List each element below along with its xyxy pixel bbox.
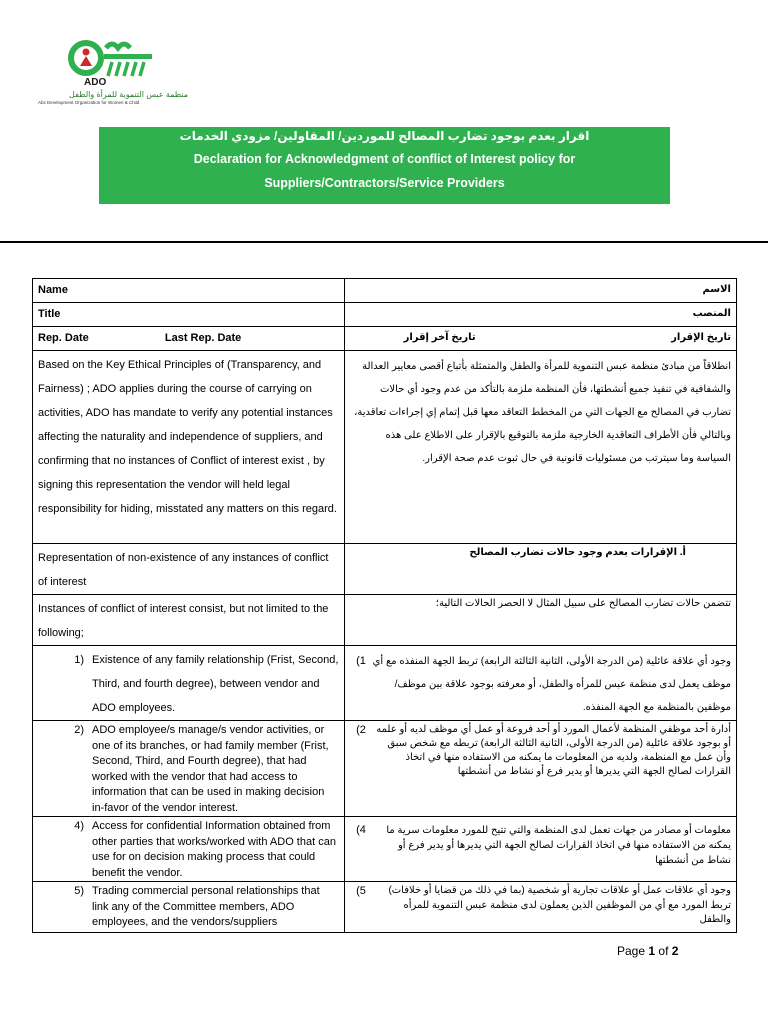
list-item-ar (350, 723, 731, 779)
organization-logo (38, 38, 188, 118)
section-a-number: أ. (679, 547, 686, 558)
name-label: Name (33, 279, 345, 303)
title-banner (99, 127, 670, 204)
last-rep-date-label: Last Rep. Date (164, 332, 242, 344)
date-labels (33, 327, 345, 351)
item-text-ar: وجود أي علاقة عائلية (من الدرجة الأولى، الثانية الثالثة الرابعة) تربط الجهة المنفذه مع أي موظف يعمل لدى منظمة عبس للمرأه والطفل، أو معرفته بوجود علاقة بين موظف/ موظفين بالمنظمة مع الجهة المنفذه. (372, 656, 731, 713)
item-text-ar: معلومات أو مصادر من جهات تعمل لدى المنظمة والتي تتيح للمورد معلومات سرية ما يمكنه من الاستفاده منها في اتخاذ القرارات لصالح الجهة التي يديرها أو يدير فرع أو نشاط من أنشطتها (386, 825, 731, 866)
item-row (33, 646, 737, 721)
item-number: 1) (74, 654, 84, 666)
item-number-ar: 2) (356, 724, 366, 736)
banner-title-english (99, 147, 670, 195)
total-pages: 2 (671, 944, 679, 958)
item-text: Access for confidential Information obtained from other parties that works/worked with ADO that can use for on decision making process that could benefit the vendor. (92, 820, 336, 879)
page-number (617, 944, 678, 958)
banner-title-arabic: اقرار بعدم بوجود تضارب المصالح للموردين/ المقاولين/ مزودي الخدمات (179, 129, 590, 143)
name-label-ar[interactable]: الاسم (345, 279, 737, 303)
title-row (33, 303, 737, 327)
logo-abbreviation: ADO (84, 77, 107, 88)
rep-date-label: Rep. Date (38, 332, 89, 344)
title-label: Title (33, 303, 345, 327)
date-labels-ar[interactable] (345, 327, 737, 351)
item-row (33, 721, 737, 817)
instances-text: Instances of conflict of interest consist, but not limited to the following; (33, 595, 345, 646)
logo-arabic-name: منظمة عبس التنموية للمرأة والطفل (69, 90, 188, 99)
rep-date-label-ar: تاريخ الإقرار (671, 332, 731, 343)
date-row (33, 327, 737, 351)
list-item-ar (350, 823, 731, 868)
title-label-ar[interactable]: المنصب (345, 303, 737, 327)
list-item (38, 648, 339, 720)
item-text: ADO employee/s manage/s vendor activities, or one of its branches, or had family member (Frist, Second, Third, and Fourth degree), that had worked with the vendor that had access to information that can be used in making decision in-favor of the vendor interest. (92, 724, 329, 814)
page-label: Page (617, 944, 646, 958)
section-a-text-ar (345, 544, 737, 595)
item-text-ar: وجود أي علاقات عمل أو علاقات تجارية أو شخصية (بما في ذلك من قضايا أو خلافات) تربط المورد مع أي من الموظفين الذين يعملون لدى منظمة عبس التنموية للمرأه والطفل (388, 885, 731, 925)
ado-emblem-icon (68, 38, 158, 80)
item-text: Existence of any family relationship (Frist, Second, Third, and fourth degree), between vendor and ADO employees. (92, 654, 339, 714)
intro-text: Based on the Key Ethical Principles of (Transparency, and Fairness) ; ADO applies during the course of carrying on activities, ADO has mandate to verify any potential instances affecting the naturality and independence of suppliers, and confirming that no instances of Conflict of interest exist , by signing this representation the vendor will held legal responsibility for hiding, misstated any matters on this regard. (33, 351, 345, 544)
item-number: 4) (74, 820, 84, 832)
list-item (38, 884, 339, 931)
list-item-ar (350, 650, 731, 719)
banner-title-line-1: Declaration for Acknowledgment of conflict of Interest policy for (193, 152, 576, 166)
list-item (38, 819, 339, 881)
declaration-table (32, 278, 737, 933)
item-number-ar: 5) (356, 885, 366, 897)
current-page: 1 (648, 944, 656, 958)
section-a-heading-ar: الإقرارات بعدم وجود حالات تضارب المصالح (469, 547, 677, 558)
item-number-ar: 1) (356, 655, 366, 667)
of-label: of (658, 944, 669, 958)
instances-text-ar: تتضمن حالات تضارب المصالح على سبيل المثال لا الحصر الحالات التالية؛ (345, 595, 737, 646)
item-number: 2) (74, 724, 84, 736)
name-row (33, 279, 737, 303)
list-item-ar (350, 884, 731, 928)
instances-row (33, 595, 737, 646)
item-number: 5) (74, 885, 84, 897)
header-divider (0, 241, 768, 243)
list-item (38, 723, 339, 816)
section-a-row (33, 544, 737, 595)
section-a-text: Representation of non-existence of any instances of conflict of interest (33, 544, 345, 595)
last-rep-date-label-ar: تاريخ آخر إقرار (403, 332, 476, 343)
item-row (33, 882, 737, 933)
item-number-ar: 4) (356, 824, 366, 836)
logo-english-name: Abs Development Organization for Women & Child (38, 100, 140, 105)
banner-title-line-2: Suppliers/Contractors/Service Providers (264, 176, 505, 190)
intro-row (33, 351, 737, 544)
intro-text-ar: انطلاقاً من مبادئ منظمة عبس التنموية للمرأة والطفل والمتمثلة بأتباع أقصى معايير العدالة والشفافية في تنفيذ جميع أنشطتها، فأن المنظمة ملزمة بالتأكد من عدم وجود أي حالات تضارب في المصالح مع الجهات التي من المخطط التعاقد معها قبل إتمام إي إجراءات تعاقدية، وبالتالي فأن الأطراف التعاقدية الخارجية ملزمة بالتوقيع بالإقرار على الاطلاع على هذه السياسة وما سيترتب من مسئوليات قانونية في حال ثبوت عدم صحة الإقرار. (345, 351, 737, 544)
item-text-ar: أدارة أحد موظفي المنظمة لأعمال المورد أو أحد فروعة أو عمل أي موظف لديه أو علمه أو بوجود علاقة عائلية (من الدرجة الأولى، الثانية الثالثة الرابعة) تربطه مع شخص سبق وأن عمل مع المنظمة، ولديه من المعلومات ما يمكنه من الاستفاده منها في اتخاذ القرارات لصالح الجهة التي يديرها أو يدير فرع أو نشاط من أنشطتها (376, 724, 731, 777)
item-row (33, 817, 737, 882)
item-text: Trading commercial personal relationships that link any of the Committee members, ADO employees, and the vendors/suppliers (92, 885, 320, 928)
